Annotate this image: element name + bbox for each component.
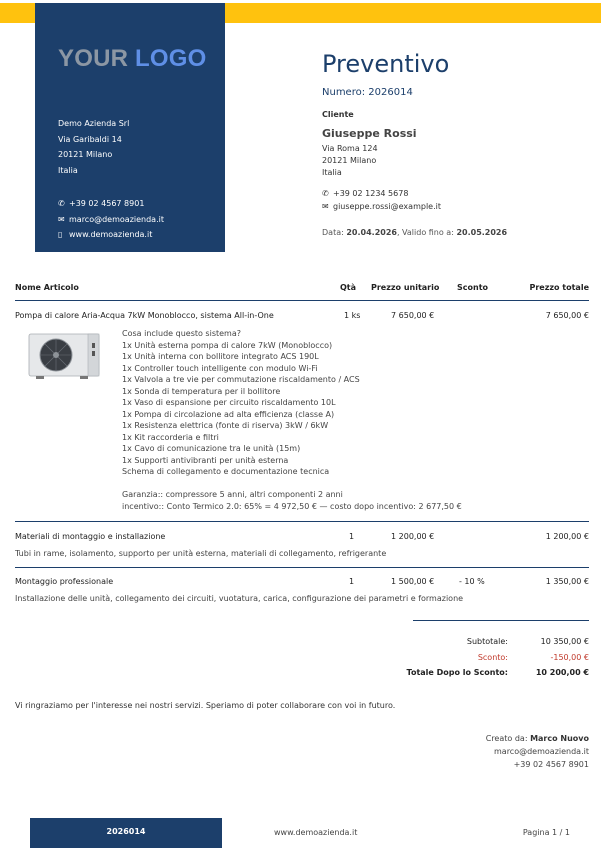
- item-description: Installazione delle unità, collegamento dei circuiti, vuotatura, carica, configurazione dei parametri e formazione: [15, 594, 464, 603]
- client-street: Via Roma 124: [322, 144, 378, 153]
- spec-line: 1x Sonda di temperatura per il bollitore: [122, 386, 281, 396]
- company-country: Italia: [58, 165, 78, 175]
- email-icon: ✉: [322, 202, 329, 211]
- client-city: 20121 Milano: [322, 156, 377, 165]
- page-indicator: Pagina 1 / 1: [522, 828, 570, 837]
- table-row: [15, 577, 589, 607]
- header-unit-price: Prezzo unitario: [371, 283, 440, 292]
- document-title: Preventivo: [322, 50, 450, 78]
- thank-you-note: Vi ringraziamo per l'interesse nei nostri servizi. Speriamo di poter collaborare con voi in futuro.: [15, 701, 396, 710]
- creator-block: Creato da: Marco Nuovo marco@demoazienda.it +39 02 4567 8901: [485, 734, 589, 769]
- footer-number-box: [30, 818, 222, 848]
- creator-email[interactable]: marco@demoazienda.it: [494, 747, 589, 756]
- item-total: 1 350,00 €: [545, 577, 589, 586]
- grand-total-label: Totale Dopo lo Sconto:: [406, 668, 508, 677]
- item-total: 1 200,00 €: [545, 532, 589, 541]
- client-email[interactable]: giuseppe.rossi@example.it: [333, 202, 441, 211]
- client-name: Giuseppe Rossi: [322, 127, 417, 140]
- discount-label: Sconto:: [477, 652, 508, 662]
- phone-icon: ✆: [58, 199, 65, 208]
- company-phone: +39 02 4567 8901: [69, 199, 145, 208]
- header-discount: Sconto: [457, 283, 489, 292]
- spec-line: Schema di collegamento e documentazione tecnica: [122, 467, 330, 476]
- item-description: Tubi in rame, isolamento, supporto per unità esterna, materiali di collegamento, refrigerante: [15, 549, 387, 558]
- footer-number: 2026014: [106, 827, 146, 836]
- discount-value: -150,00 €: [550, 652, 589, 662]
- creator-phone: +39 02 4567 8901: [513, 760, 589, 769]
- client-contacts: [322, 187, 441, 213]
- spec-line: 1x Valvola a tre vie per commutazione riscaldamento / ACS: [122, 375, 360, 384]
- header-name: Nome Articolo: [15, 283, 79, 292]
- header-total: Prezzo totale: [529, 283, 589, 292]
- totals-block: [406, 620, 589, 684]
- email-icon: ✉: [58, 214, 65, 224]
- item-unit-price: 1 500,00 €: [391, 577, 435, 586]
- client-country: Italia: [322, 168, 342, 177]
- mobile-icon: ▯: [58, 230, 63, 239]
- item-name: Pompa di calore Aria-Acqua 7kW Monoblocco, sistema All-in-One: [15, 311, 274, 320]
- issue-date: 20.04.2026: [346, 228, 397, 237]
- company-city: 20121 Milano: [58, 150, 113, 159]
- client-label: Cliente: [322, 110, 354, 119]
- item-qty: 1 ks: [344, 311, 361, 320]
- heat-pump-image: [28, 331, 104, 381]
- spec-line: Garanzia:: compressore 5 anni, altri componenti 2 anni: [122, 490, 343, 499]
- spec-line: 1x Pompa di circolazione ad alta efficienza (classe A): [122, 409, 335, 419]
- items-table-header: [15, 280, 589, 301]
- valid-until-date: 20.05.2026: [456, 228, 508, 237]
- document-number: Numero: 2026014: [322, 87, 413, 98]
- spec-line: [122, 478, 462, 490]
- item-name: Materiali di montaggio e installazione: [15, 532, 166, 541]
- company-name: Demo Azienda Srl: [58, 119, 130, 128]
- grand-total-value: 10 200,00 €: [535, 668, 589, 677]
- item-discount: - 10 %: [459, 577, 485, 586]
- header-qty: Qtà: [340, 283, 357, 292]
- spec-line: 1x Resistenza elettrica (fonte di riserva) 3kW / 6kW: [122, 421, 329, 430]
- company-logo: YOUR LOGO: [58, 45, 207, 72]
- item-unit-price: 7 650,00 €: [391, 311, 435, 320]
- spec-line: 1x Vaso di espansione per circuito riscaldamento 10L: [122, 398, 336, 407]
- table-row: [15, 532, 589, 562]
- spec-line: 1x Kit raccorderia e filtri: [122, 432, 219, 442]
- client-phone: +39 02 1234 5678: [333, 189, 409, 198]
- footer-website[interactable]: www.demoazienda.it: [274, 828, 358, 837]
- table-row: [15, 311, 589, 516]
- company-address: [58, 116, 129, 178]
- item-total: 7 650,00 €: [545, 311, 589, 320]
- document-dates: Data: 20.04.2026, Valido fino a: 20.05.2026: [322, 228, 508, 237]
- item-unit-price: 1 200,00 €: [391, 532, 435, 541]
- company-email[interactable]: marco@demoazienda.it: [69, 214, 164, 224]
- company-website[interactable]: www.demoazienda.it: [69, 230, 153, 239]
- subtotal-label: Subtotale:: [466, 637, 508, 646]
- row-divider: [15, 521, 589, 522]
- subtotal-value: 10 350,00 €: [540, 637, 589, 646]
- spec-line: 1x Cavo di comunicazione tra le unità (15m): [122, 444, 301, 453]
- spec-line: 1x Supporti antivibranti per unità esterna: [122, 455, 289, 465]
- spec-line: incentivo:: Conto Termico 2.0: 65% = 4 972,50 € — costo dopo incentivo: 2 677,50 €: [122, 501, 462, 511]
- creator-name: Marco Nuovo: [530, 734, 589, 743]
- company-street: Via Garibaldi 14: [58, 134, 122, 144]
- spec-line: 1x Controller touch intelligente con modulo Wi-Fi: [122, 363, 318, 373]
- item-spec-list: [122, 328, 462, 512]
- phone-icon: ✆: [322, 189, 329, 198]
- client-address: [322, 143, 378, 179]
- item-name: Montaggio professionale: [15, 577, 114, 586]
- company-sidebar: [35, 3, 225, 252]
- spec-line: 1x Unità esterna pompa di calore 7kW (Monoblocco): [122, 340, 333, 350]
- item-qty: 1: [349, 577, 355, 586]
- row-divider: [15, 567, 589, 568]
- item-qty: 1: [349, 532, 355, 541]
- company-contacts: [58, 196, 164, 243]
- spec-line: 1x Unità interna con bollitore integrato ACS 190L: [122, 352, 319, 361]
- spec-line: Cosa include questo sistema?: [122, 329, 241, 338]
